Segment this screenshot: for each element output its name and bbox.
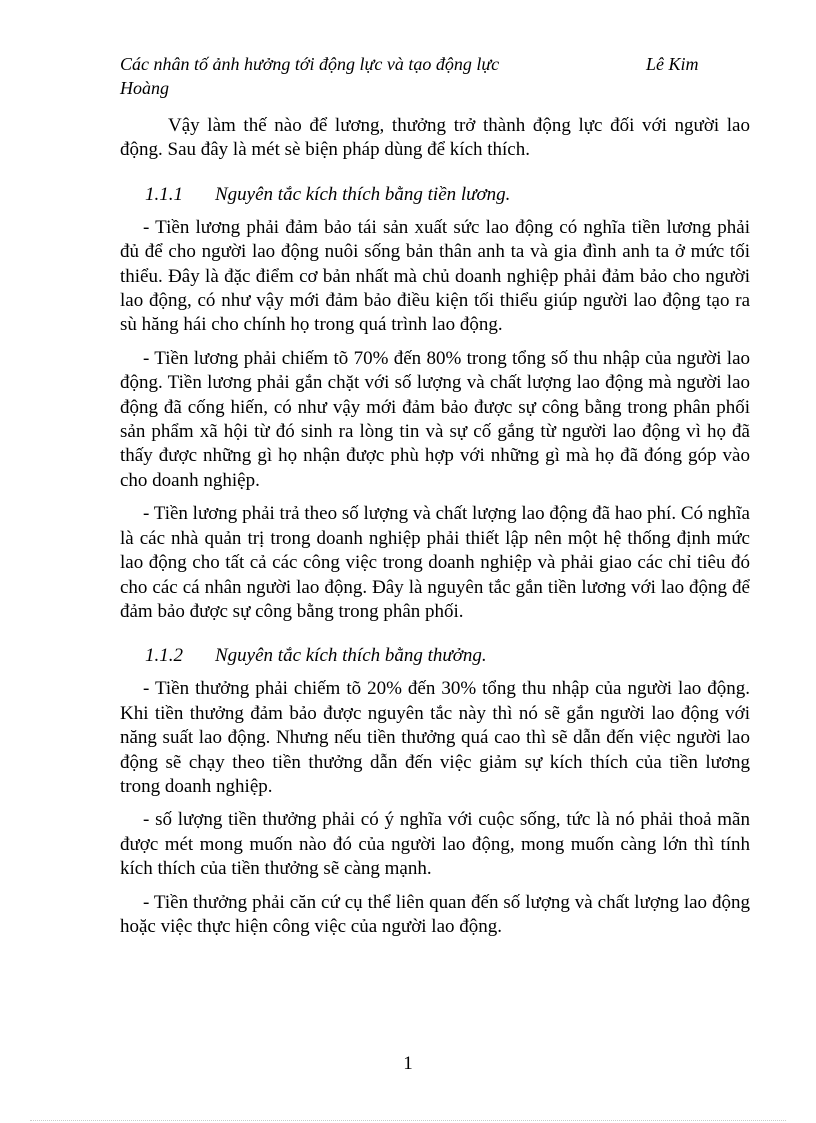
- section-title: Nguyên tắc kích thích bằng thưởng.: [215, 645, 487, 667]
- header-author-first: Lê Kim: [646, 54, 699, 74]
- section-number: 1.1.1: [145, 183, 183, 205]
- section-title: Nguyên tắc kích thích bằng tiền lương.: [215, 183, 511, 205]
- bullet-paragraph: - Tiền lương phải chiếm tõ 70% đến 80% trong tổng số thu nhập của người lao động. Tiền lương phải gắn chặt với số lượng và chất lượng lao động mà người lao động đã cống hiến, có như vậy mới đảm bảo được sự công bằng trong phân phối sản phẩm xã hội từ đó sinh ra lòng tin và sự cố gắng từ người lao động vì họ đã thấy được những gì họ nhận được phù hợp với những gì mà họ đã đóng góp vào cho doanh nghiệp.: [120, 347, 750, 491]
- page-number: 1: [403, 1053, 413, 1074]
- bullet-paragraph: - Tiền lương phải đảm bảo tái sản xuất sức lao động có nghĩa tiền lương phải đủ để cho người lao động nuôi sống bản thân anh ta và gia đình anh ta ở mức tối thiểu. Đây là đặc điểm cơ bản nhất mà chủ doanh nghiệp phải đảm bảo cho người lao động, có như vậy mới đảm bảo điều kiện tối thiểu giúp người lao động tạo ra sù hăng hái cho chính họ trong quá trình lao động.: [120, 216, 750, 336]
- section-number: 1.1.2: [145, 645, 183, 667]
- header-author-last: Hoàng: [120, 78, 169, 98]
- bullet-paragraph: - Tiền lương phải trả theo số lượng và chất lượng lao động đã hao phí. Có nghĩa là các nhà quản trị trong doanh nghiệp phải thiết lập nên một hệ thống định mức lao động cho tất cả các công việc trong doanh nghiệp và phải giao các chỉ tiêu đó cho các cá nhân người lao động. Đây là nguyên tắc gắn tiền lương với lao động để đảm bảo được sự công bằng trong phân phối.: [120, 503, 750, 622]
- page-bottom-divider: [30, 1120, 786, 1121]
- bullet-paragraph: - số lượng tiền thưởng phải có ý nghĩa với cuộc sống, tức là nó phải thoả mãn được mét mong muốn nào đó của người lao động, mong muốn càng lớn thì tính kích thích của tiền thưởng sẽ càng mạnh.: [120, 809, 750, 880]
- section-heading-1-1-1: [120, 183, 750, 207]
- section-heading-1-1-2: [120, 644, 750, 668]
- bullet-paragraph: - Tiền thưởng phải căn cứ cụ thể liên quan đến số lượng và chất lượng lao động hoặc việc thực hiện công việc của người lao động.: [120, 891, 750, 937]
- intro-paragraph: Vậy làm thế nào để lương, thưởng trở thành động lực đối với người lao động. Sau đây là mét sè biện pháp dùng để kích thích.: [120, 115, 750, 161]
- running-header: [120, 52, 750, 100]
- document-page: [120, 52, 750, 939]
- header-title: Các nhân tố ảnh hưởng tới động lực và tạo động lực: [120, 54, 500, 74]
- bullet-paragraph: - Tiền thưởng phải chiếm tõ 20% đến 30% tổng thu nhập của người lao động. Khi tiền thưởng đảm bảo được nguyên tắc này thì nó sẽ gắn người lao động với năng suất lao động. Nhưng nếu tiền thưởng quá cao thì sẽ dẫn đến việc người lao động sẽ chạy theo tiền thưởng dẫn đến việc giảm sự kích thích của tiền lương trong doanh nghiệp.: [120, 678, 750, 797]
